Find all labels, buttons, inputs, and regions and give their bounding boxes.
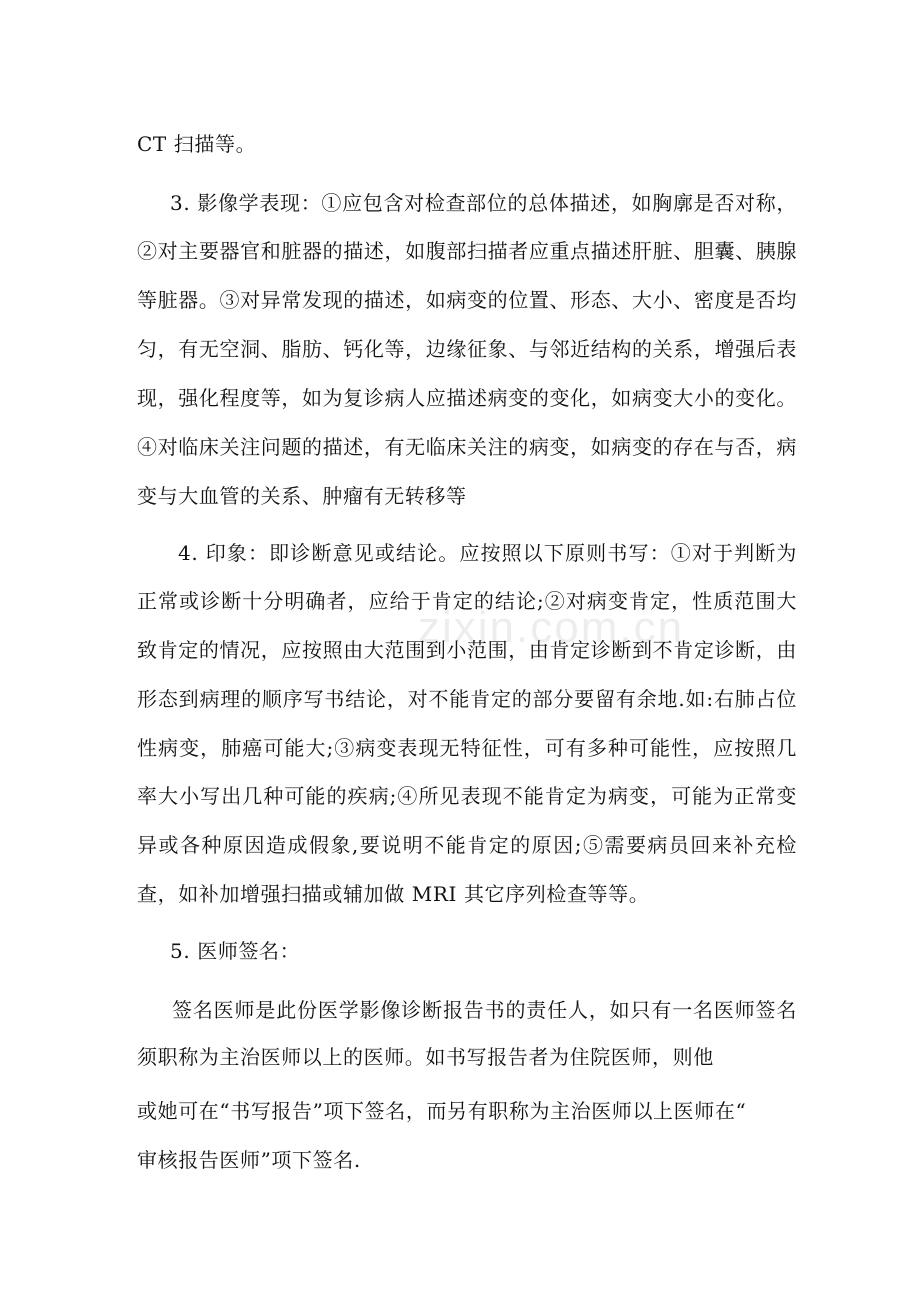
watermark: zixin.com.cn [418, 603, 685, 652]
text-line: 正常或诊断十分明确者，应给于肯定的结论;②对病变肯定，性质范围大 [137, 589, 797, 613]
text-line: 签名医师是此份医学影像诊断报告书的责任人，如只有一名医师签名 [172, 998, 797, 1022]
text-line: 查，如补加增强扫描或辅加做 MRI 其它序列检查等等。 [137, 882, 650, 906]
text-line: 形态到病理的顺序写书结论，对不能肯定的部分要留有余地.如:右肺占位 [137, 687, 797, 711]
text-line: 致肯定的情况，应按照由大范围到小范围，由肯定诊断到不肯定诊断，由 [137, 638, 797, 662]
text-line: 或她可在“书写报告”项下签名，而另有职称为主治医师以上医师在“ [137, 1099, 747, 1123]
text-line: 变与大血管的关系、肿瘤有无转移等 [137, 484, 467, 508]
text-line: 现，强化程度等，如为复诊病人应描述病变的变化，如病变大小的变化。 [137, 386, 797, 410]
text-line: CT 扫描等。 [137, 132, 257, 156]
text-line: 匀，有无空洞、脂肪、钙化等，边缘征象、与邻近结构的关系，增强后表 [137, 337, 797, 361]
text-line: ②对主要器官和脏器的描述，如腹部扫描者应重点描述肝脏、胆囊、胰腺 [137, 239, 797, 263]
text-line: 4. 印象：即诊断意见或结论。应按照以下原则书写：①对于判断为 [178, 541, 797, 565]
text-line: 须职称为主治医师以上的医师。如书写报告者为住院医师，则他 [137, 1045, 714, 1069]
section-heading: 5. 医师签名： [170, 939, 301, 963]
text-line: 等脏器。③对异常发现的描述，如病变的位置、形态、大小、密度是否均 [137, 288, 797, 312]
text-line: 3. 影像学表现：①应包含对检查部位的总体描述，如胸廓是否对称， [170, 191, 797, 215]
text-line: ④对临床关注问题的描述，有无临床关注的病变，如病变的存在与否，病 [137, 435, 797, 459]
text-line: 异或各种原因造成假象,要说明不能肯定的原因;⑤需要病员回来补充检 [137, 833, 797, 857]
text-line: 率大小写出几种可能的疾病;④所见表现不能肯定为病变，可能为正常变 [137, 784, 797, 808]
text-line: 性病变，肺癌可能大;③病变表现无特征性，可有多种可能性，应按照几 [137, 736, 797, 760]
text-line: 审核报告医师”项下签名. [137, 1148, 361, 1172]
